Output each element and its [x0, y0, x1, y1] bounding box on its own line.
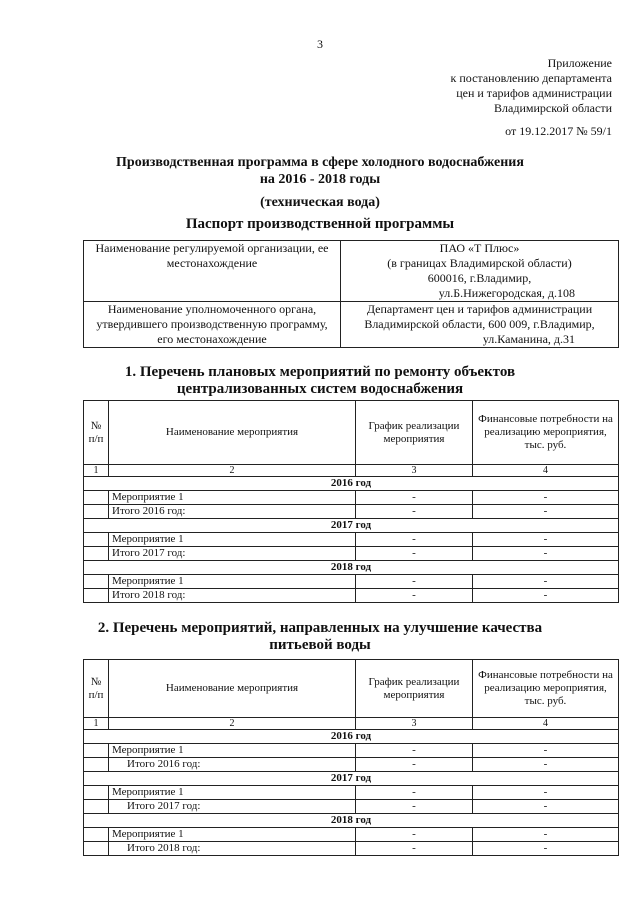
year-row: 2016 год: [84, 730, 619, 744]
table-row: Итого 2017 год: - -: [84, 800, 619, 814]
table-row: Итого 2018 год: - -: [84, 589, 619, 603]
table-row: Итого 2016 год: - -: [84, 758, 619, 772]
passport-table: [83, 240, 619, 348]
table-row: Мероприятие 1 - -: [84, 575, 619, 589]
table-row: Мероприятие 1 - -: [84, 491, 619, 505]
col-index: 4: [473, 465, 619, 477]
col-index: 3: [356, 465, 473, 477]
col-schedule-header: График реализации мероприятия: [356, 401, 473, 465]
table-row: Итого 2016 год: - -: [84, 505, 619, 519]
title-line-1: Производственная программа в сфере холодного водоснабжения: [116, 155, 524, 170]
section1-title-line-2: централизованных систем водоснабжения: [176, 381, 464, 397]
passport-org-value: ПАО «Т Плюс» (в границах Владимирской области) 600016, г.Владимир, ул.Б.Нижегородская, д.108: [341, 241, 619, 302]
year-row: 2018 год: [84, 814, 619, 828]
col-index: 1: [84, 465, 109, 477]
col-index: 3: [356, 718, 473, 730]
col-name-header: Наименование мероприятия: [109, 660, 356, 718]
section1-title-line-1: 1. Перечень плановых мероприятий по ремонту объектов: [124, 364, 516, 380]
year-row: 2018 год: [84, 561, 619, 575]
table-row: Итого 2018 год: - -: [84, 842, 619, 856]
passport-authority-value: Департамент цен и тарифов администрации Владимирской области, 600 009, г.Владимир, ул.Каманина, д.31: [341, 302, 619, 348]
table-row: Итого 2017 год: - -: [84, 547, 619, 561]
appendix-line-1: Приложение: [547, 56, 612, 70]
col-index: 4: [473, 718, 619, 730]
col-finance-header: Финансовые потребности на реализацию мероприятия, тыс. руб.: [473, 401, 619, 465]
col-name-header: Наименование мероприятия: [109, 401, 356, 465]
passport-authority-label: Наименование уполномоченного органа, утвердившего производственную программу, его местонахождение: [84, 302, 341, 348]
col-index: 2: [109, 465, 356, 477]
appendix-line-2: к постановлению департамента: [450, 71, 612, 85]
table-row: Мероприятие 1 - -: [84, 533, 619, 547]
year-row: 2016 год: [84, 477, 619, 491]
table-row: Мероприятие 1 - -: [84, 744, 619, 758]
title-line-2: на 2016 - 2018 годы: [259, 172, 381, 187]
section2-title-line-1: 2. Перечень мероприятий, направленных на улучшение качества: [97, 620, 543, 636]
section1-table: [83, 400, 619, 603]
section2-title-line-2: питьевой воды: [269, 637, 371, 653]
year-row: 2017 год: [84, 519, 619, 533]
col-index: 2: [109, 718, 356, 730]
col-schedule-header: График реализации мероприятия: [356, 660, 473, 718]
table-row: Мероприятие 1 - -: [84, 828, 619, 842]
year-row: 2017 год: [84, 772, 619, 786]
title-subtitle: (техническая вода): [260, 195, 380, 210]
col-finance-header: Финансовые потребности на реализацию мероприятия, тыс. руб.: [473, 660, 619, 718]
passport-org-label: Наименование регулируемой организации, ее местонахождение: [84, 241, 341, 302]
page-number: 3: [317, 37, 323, 51]
passport-title: Паспорт производственной программы: [185, 216, 455, 232]
appendix-line-3: цен и тарифов администрации: [456, 86, 612, 100]
appendix-line-4: Владимирской области: [494, 101, 612, 115]
col-number-header: № п/п: [84, 660, 109, 718]
table-row: Мероприятие 1 - -: [84, 786, 619, 800]
col-index: 1: [84, 718, 109, 730]
appendix-date: от 19.12.2017 № 59/1: [505, 124, 612, 138]
col-number-header: № п/п: [84, 401, 109, 465]
section2-table: [83, 659, 619, 856]
